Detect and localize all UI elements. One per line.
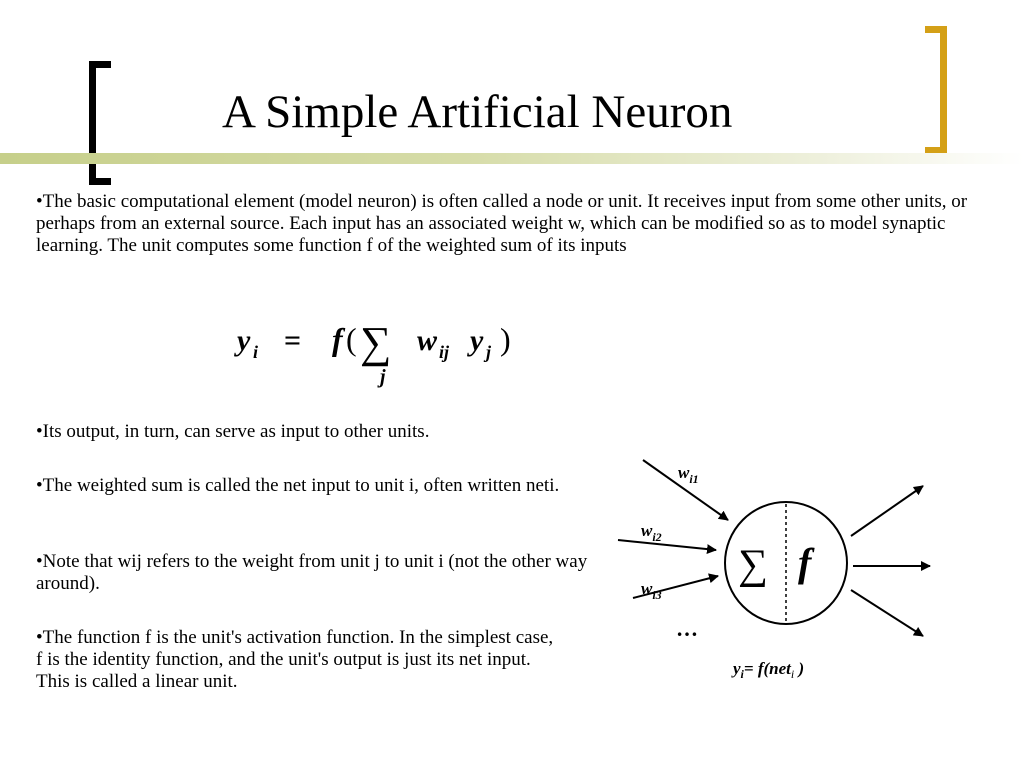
output-y: y <box>733 659 741 678</box>
paragraph-activation: •The function f is the unit's activation function. In the simplest case, f is the identity function, and the unit's output is just its net input. This is called a linear unit. <box>36 627 554 692</box>
weight-label-1-sub: i1 <box>689 472 699 486</box>
output-arrow-1 <box>851 486 923 536</box>
right-bracket-decoration <box>925 26 947 154</box>
neuron-diagram <box>608 448 948 688</box>
neuron-sigma: ∑ <box>738 542 768 588</box>
output-eq: = f(net <box>743 659 791 678</box>
formula-lhs: y <box>237 324 251 357</box>
formula-open-paren: ( <box>346 321 357 357</box>
neuron-activation-f: f <box>798 540 812 585</box>
formula-input: y <box>470 324 484 357</box>
paragraph-basic-element: •The basic computational element (model neuron) is often called a node or unit. It receives input from some other units, or perhaps from an external source. Each input has an associated weight w, which can be modified so as to model synaptic learning. The unit computes some function f of the weighted sum of its inputs <box>36 191 968 256</box>
left-bracket-decoration <box>89 61 111 185</box>
formula-weight-sub: ij <box>439 342 450 362</box>
paragraph-weighted-sum: •The weighted sum is called the net input to unit i, often written neti. <box>36 475 560 496</box>
title-underline-bar <box>0 153 1024 164</box>
slide-title: A Simple Artificial Neuron <box>222 86 733 138</box>
weighted-sum-formula <box>232 305 532 390</box>
paragraph-wij-note: •Note that wij refers to the weight from unit j to unit i (not the other way around). <box>36 551 588 594</box>
weight-label-1 <box>678 463 699 486</box>
formula-input-sub: j <box>486 342 492 362</box>
formula-sum-index: j <box>380 366 386 388</box>
output-net-sub: i <box>790 667 795 681</box>
output-arrow-3 <box>851 590 923 636</box>
formula-equals: = <box>284 324 302 357</box>
paragraph-output: •Its output, in turn, can serve as input to other units. <box>36 421 430 442</box>
weight-label-1-base: w <box>678 463 690 482</box>
weight-label-3 <box>641 579 662 602</box>
formula-func: f <box>332 321 343 357</box>
weight-label-2-base: w <box>641 521 653 540</box>
weight-label-3-sub: i3 <box>652 588 662 602</box>
output-close: ) <box>794 659 805 678</box>
output-equation <box>731 659 804 681</box>
more-inputs-ellipsis: … <box>676 616 698 641</box>
formula-lhs-sub: i <box>253 342 259 362</box>
formula-weight: w <box>417 324 438 357</box>
output-y-sub: i <box>740 667 744 681</box>
weight-label-3-base: w <box>641 579 653 598</box>
formula-sigma: ∑ <box>360 318 392 367</box>
weight-label-2-sub: i2 <box>652 530 662 544</box>
input-arrow-2 <box>618 540 716 550</box>
weight-label-2 <box>641 521 662 544</box>
formula-close-paren: ) <box>500 321 511 357</box>
